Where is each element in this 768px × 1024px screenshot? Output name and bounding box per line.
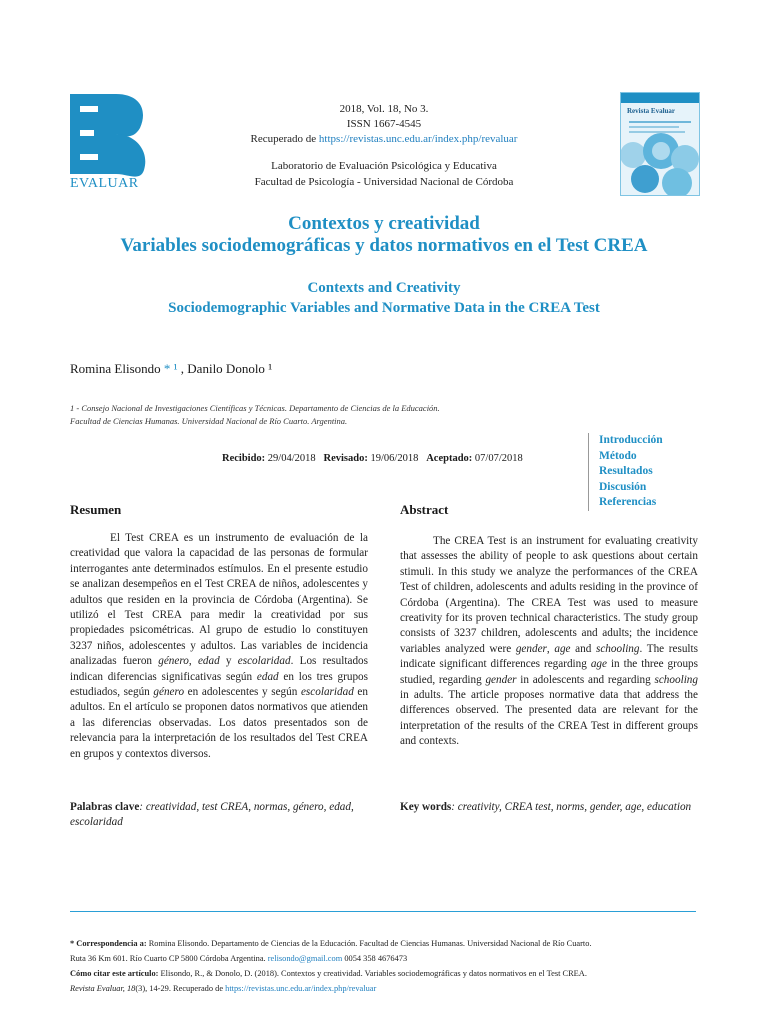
retrieved-prefix: Recuperado de: [250, 133, 317, 145]
citation-label: Cómo citar este artículo:: [70, 969, 159, 978]
resumen-body: [70, 531, 368, 762]
resumen-heading: Resumen: [70, 502, 122, 517]
footer-divider: [70, 911, 696, 912]
nav-referencias[interactable]: Referencias: [599, 496, 657, 509]
abstract-term: gender: [485, 673, 517, 686]
nav-introduccion[interactable]: Introducción: [599, 434, 663, 446]
logo-text: EVALUAR: [70, 176, 139, 191]
section-nav: [588, 433, 663, 511]
palabras-clave-list: : creatividad, test CREA, normas, género, edad, escolaridad: [70, 801, 354, 829]
title-en-line1: Contexts and Creativity: [307, 280, 461, 296]
citation-line: 2018, Vol. 18, No 3.: [339, 103, 429, 115]
abstract-term: age: [590, 658, 607, 671]
abstract-text: in adults. The article proposes normative data that address the differences observed. The presented data are relevant for the interpretation of the results of the CREA Test in different groups and contexts.: [400, 689, 698, 748]
faculty-name: Facultad de Psicología - Universidad Nacional de Córdoba: [254, 176, 514, 188]
resumen-text: en adultos. En el artículo se proponen datos normativos que atienden a las diferencias observadas. Los datos presentados son de relevancia para la interpretación de los resultados del Test CREA en grupos y contextos diversos.: [70, 686, 368, 760]
key-words-label: Key words: [400, 801, 452, 813]
citation-url-link[interactable]: https://revistas.unc.edu.ar/index.php/revaluar: [225, 984, 377, 993]
citation-journal: Revista Evaluar, 18: [70, 984, 136, 993]
resumen-text: y: [219, 655, 238, 668]
abstract-text: ,: [546, 642, 555, 655]
revised-date: 19/06/2018: [370, 453, 419, 464]
correspondence-address: Ruta 36 Km 601. Río Cuarto CP 5800 Córdoba Argentina.: [70, 954, 268, 963]
citation-line1: [70, 966, 710, 981]
author-1-marks: * ¹: [160, 361, 178, 376]
resumen-text: en los tres grupos estudiados, según: [70, 670, 368, 699]
affiliation-line2: Facultad de Ciencias Humanas. Universidad Nacional de Río Cuarto. Argentina.: [70, 416, 348, 426]
abstract-term: schooling: [654, 673, 698, 686]
resumen-term: edad: [197, 655, 220, 668]
accepted-label: Aceptado:: [426, 453, 473, 464]
author-1: Romina Elisondo: [70, 361, 161, 376]
accepted-date: 07/07/2018: [474, 453, 523, 464]
affiliation-line1: 1 - Consejo Nacional de Investigaciones Científicas y Técnicas. Departamento de Ciencias de la Educación.: [70, 403, 440, 413]
resumen-text: ,: [188, 655, 198, 668]
resumen-term: escolaridad: [300, 686, 354, 699]
abstract-term: age: [554, 642, 571, 655]
resumen-term: escolaridad: [237, 655, 291, 668]
nav-resultados[interactable]: Resultados: [599, 465, 653, 478]
author-separator: ,: [177, 361, 188, 376]
cover-title: Revista Evaluar: [627, 107, 676, 115]
resumen-text: El Test CREA es un instrumento de evaluación de la creatividad que valora la capacidad de las personas de formular interrogantes ante determinados estímulos. En el presente estudio se analizan desempeños en el Test CREA de niños, adolescentes y adultos que residen en la provincia de Córdoba (Argentina). Se utilizó el Test CREA para medir la creatividad por sus propiedades psicométricas. Al grupo de estudio lo constituyen 3237 niños, adolescentes y adultos. Las variables de incidencia analizadas fueron: [70, 532, 368, 668]
issn: ISSN 1667-4545: [346, 118, 422, 130]
correspondence-label: * Correspondencia a:: [70, 939, 147, 948]
resumen-term: género: [158, 655, 189, 668]
article-dates: [222, 453, 523, 464]
citation-line2: [70, 981, 710, 996]
nav-metodo[interactable]: Método: [599, 449, 637, 462]
lab-name: Laboratorio de Evaluación Psicológica y Educativa: [271, 160, 497, 172]
resumen-term: género: [153, 686, 185, 699]
abstract-text: in adolescents and regarding: [516, 673, 655, 686]
author-line: [70, 361, 272, 377]
abstract-body: [400, 534, 698, 750]
correspondence-text: Romina Elisondo. Departamento de Ciencias de la Educación. Facultad de Ciencias Humanas. Universidad Nacional de Río Cuarto.: [146, 939, 592, 948]
resumen-term: edad: [256, 670, 279, 683]
revised-label: Revisado:: [323, 453, 368, 464]
correspondence-phone: 0054 358 4676473: [342, 954, 408, 963]
affiliation: [70, 402, 550, 428]
abstract-term: schooling: [595, 642, 640, 655]
received-label: Recibido:: [222, 453, 266, 464]
journal-url-link[interactable]: https://revistas.unc.edu.ar/index.php/revaluar: [318, 133, 518, 145]
abstract-text: and: [570, 642, 596, 655]
author-2: Danilo Donolo: [187, 361, 265, 376]
abstract-text: in the three groups studied, regarding: [400, 658, 698, 686]
palabras-clave-label: Palabras clave: [70, 801, 140, 813]
journal-cover-image: [620, 92, 700, 196]
received-date: 29/04/2018: [267, 453, 316, 464]
author-2-marks: ¹: [264, 361, 273, 376]
citation-text: Elisondo, R., & Donolo, D. (2018). Contextos y creatividad. Variables sociodemográficas y datos normativos en el Test CREA.: [158, 969, 587, 978]
abstract-text: The CREA Test is an instrument for evaluating creativity that assesses the ability of people to ask questions about certain stimuli. In this study we analyze the performances of the CREA Test of children, adolescents and adults residing in the province of Córdoba (Argentina). The CREA Test was used to measure creativity for its proven technical characteristics. The study group consists of 3237 children, adolescents and adults; the incidence variables analyzed were: [400, 535, 698, 655]
palabras-clave: [70, 800, 368, 831]
correspondence-email-link[interactable]: relisondo@gmail.com: [267, 954, 343, 963]
resumen-text: en adolescentes y según: [184, 686, 301, 699]
correspondence-line1: [70, 936, 710, 951]
retrieved-line: [200, 131, 568, 147]
key-words-list: : creativity, CREA test, norms, gender, age, education: [451, 801, 692, 813]
key-words: [400, 800, 698, 815]
abstract-text: . The results indicate significant differences regarding: [400, 642, 699, 671]
abstract-term: gender: [515, 642, 547, 655]
citation-rest: (3), 14-29. Recuperado de: [135, 984, 226, 993]
resumen-text: . Los resultados indican diferencias significativas según: [70, 655, 368, 683]
abstract-heading: Abstract: [400, 502, 449, 517]
title-en-line2: Sociodemographic Variables and Normative Data in the CREA Test: [168, 300, 600, 316]
correspondence-line2: [70, 951, 710, 966]
title-es-line2: Variables sociodemográficas y datos normativos en el Test CREA: [120, 235, 648, 256]
title-es-line1: Contextos y creatividad: [288, 213, 480, 234]
nav-discusion[interactable]: Discusión: [599, 480, 647, 493]
